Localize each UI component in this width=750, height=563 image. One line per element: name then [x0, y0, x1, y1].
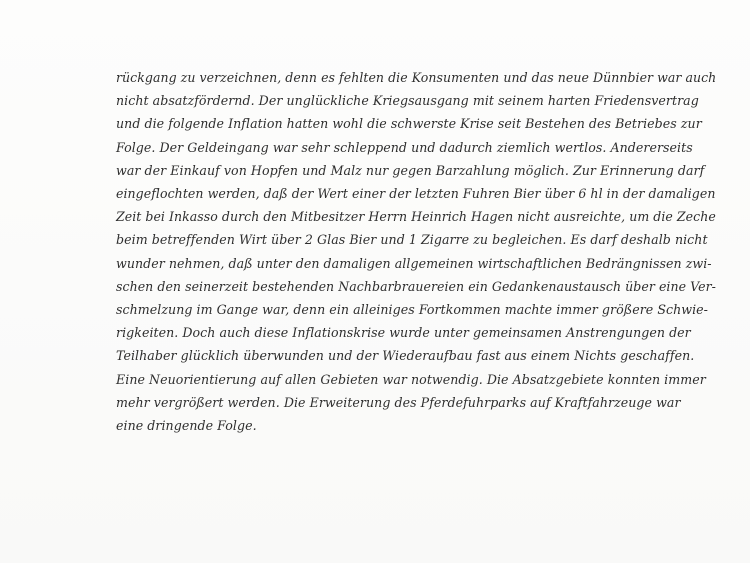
text-line: schmelzung im Gange war, denn ein alleiniges Fortkommen machte immer größere Schwie- [116, 302, 708, 318]
text-line: war der Einkauf von Hopfen und Malz nur gegen Barzahlung möglich. Zur Erinnerung darf [116, 162, 705, 178]
text-line: eine dringende Folge. [116, 418, 257, 434]
text-line: eingeflochten werden, daß der Wert einer der letzten Fuhren Bier über 6 hl in der damaligen [116, 186, 716, 202]
text-line: schen den seinerzeit bestehenden Nachbarbrauereien ein Gedankenaustausch über eine Ver- [116, 278, 716, 294]
text-line: Eine Neuorientierung auf allen Gebieten war notwendig. Die Absatzgebiete konnten immer [116, 371, 706, 387]
text-line: beim betreffenden Wirt über 2 Glas Bier und 1 Zigarre zu begleichen. Es darf deshalb nicht [116, 232, 708, 248]
text-line: rigkeiten. Doch auch diese Inflationskrise wurde unter gemeinsamen Anstrengungen der [116, 325, 691, 341]
text-line: Zeit bei Inkasso durch den Mitbesitzer Herrn Heinrich Hagen nicht ausreichte, um die Zeche [116, 209, 716, 225]
body-text [116, 66, 716, 437]
text-line: und die folgende Inflation hatten wohl die schwerste Krise seit Bestehen des Betriebes zur [116, 116, 702, 132]
text-line: wunder nehmen, daß unter den damaligen allgemeinen wirtschaftlichen Bedrängnissen zwi- [116, 255, 712, 271]
text-line: nicht absatzfördernd. Der unglückliche Kriegsausgang mit seinem harten Friedensvertrag [116, 93, 699, 109]
text-line: Teilhaber glücklich überwunden und der Wiederaufbau fast aus einem Nichts geschaffen. [116, 348, 695, 364]
text-line: Folge. Der Geldeingang war sehr schleppend und dadurch ziemlich wertlos. Andererseits [116, 139, 693, 155]
text-line: mehr vergrößert werden. Die Erweiterung des Pferdefuhrparks auf Kraftfahrzeuge war [116, 394, 681, 410]
text-line: rückgang zu verzeichnen, denn es fehlten die Konsumenten und das neue Dünnbier war auch [116, 70, 717, 85]
